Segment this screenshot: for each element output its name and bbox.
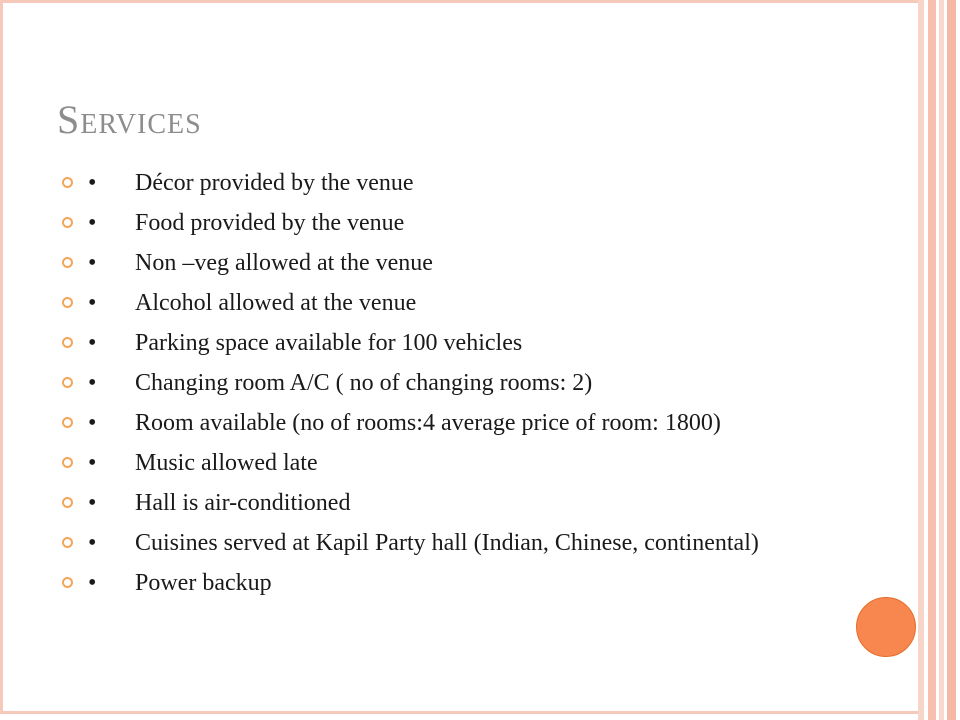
circle-bullet-icon	[62, 377, 73, 388]
circle-bullet-icon	[62, 177, 73, 188]
stripe	[918, 0, 924, 720]
circle-bullet-icon	[62, 537, 73, 548]
bullet-text: Cuisines served at Kapil Party hall (Indian, Chinese, continental)	[135, 530, 759, 556]
bullet-item	[60, 288, 800, 318]
bullet-text: Music allowed late	[135, 450, 318, 476]
circle-bullet-icon	[62, 257, 73, 268]
bullet-text: Parking space available for 100 vehicles	[135, 330, 523, 356]
stripe	[947, 0, 956, 720]
bullet-text: Hall is air-conditioned	[135, 490, 351, 516]
bullet-list	[60, 168, 800, 608]
bullet-dot: •	[88, 330, 97, 356]
bullet-dot: •	[88, 170, 97, 196]
bullet-dot: •	[88, 570, 97, 596]
bullet-text: Changing room A/C ( no of changing rooms: 2)	[135, 370, 593, 396]
bullet-item	[60, 168, 800, 198]
bullet-text: Alcohol allowed at the venue	[135, 290, 417, 316]
bullet-dot: •	[88, 490, 97, 516]
stripe	[928, 0, 936, 720]
bullet-item	[60, 488, 800, 518]
bullet-text: Non –veg allowed at the venue	[135, 250, 433, 276]
bullet-text: Food provided by the venue	[135, 210, 405, 236]
orange-circle-decoration	[856, 597, 916, 657]
bullet-dot: •	[88, 250, 97, 276]
decorative-stripes	[918, 0, 960, 720]
bullet-item	[60, 408, 800, 438]
bullet-item	[60, 208, 800, 238]
circle-bullet-icon	[62, 217, 73, 228]
stripe	[939, 0, 944, 720]
bullet-text: Décor provided by the venue	[135, 170, 414, 196]
bullet-item	[60, 328, 800, 358]
circle-bullet-icon	[62, 297, 73, 308]
bullet-text: Power backup	[135, 570, 272, 596]
slide-title: Services	[57, 97, 202, 142]
bullet-dot: •	[88, 370, 97, 396]
circle-bullet-icon	[62, 417, 73, 428]
circle-bullet-icon	[62, 337, 73, 348]
bullet-item	[60, 528, 800, 558]
bullet-item	[60, 368, 800, 398]
bullet-dot: •	[88, 290, 97, 316]
bullet-dot: •	[88, 450, 97, 476]
circle-bullet-icon	[62, 577, 73, 588]
circle-bullet-icon	[62, 497, 73, 508]
bullet-item	[60, 568, 800, 598]
bullet-item	[60, 248, 800, 278]
circle-bullet-icon	[62, 457, 73, 468]
bullet-text: Room available (no of rooms:4 average price of room: 1800)	[135, 410, 721, 436]
bullet-dot: •	[88, 210, 97, 236]
bullet-dot: •	[88, 410, 97, 436]
bullet-item	[60, 448, 800, 478]
bullet-dot: •	[88, 530, 97, 556]
